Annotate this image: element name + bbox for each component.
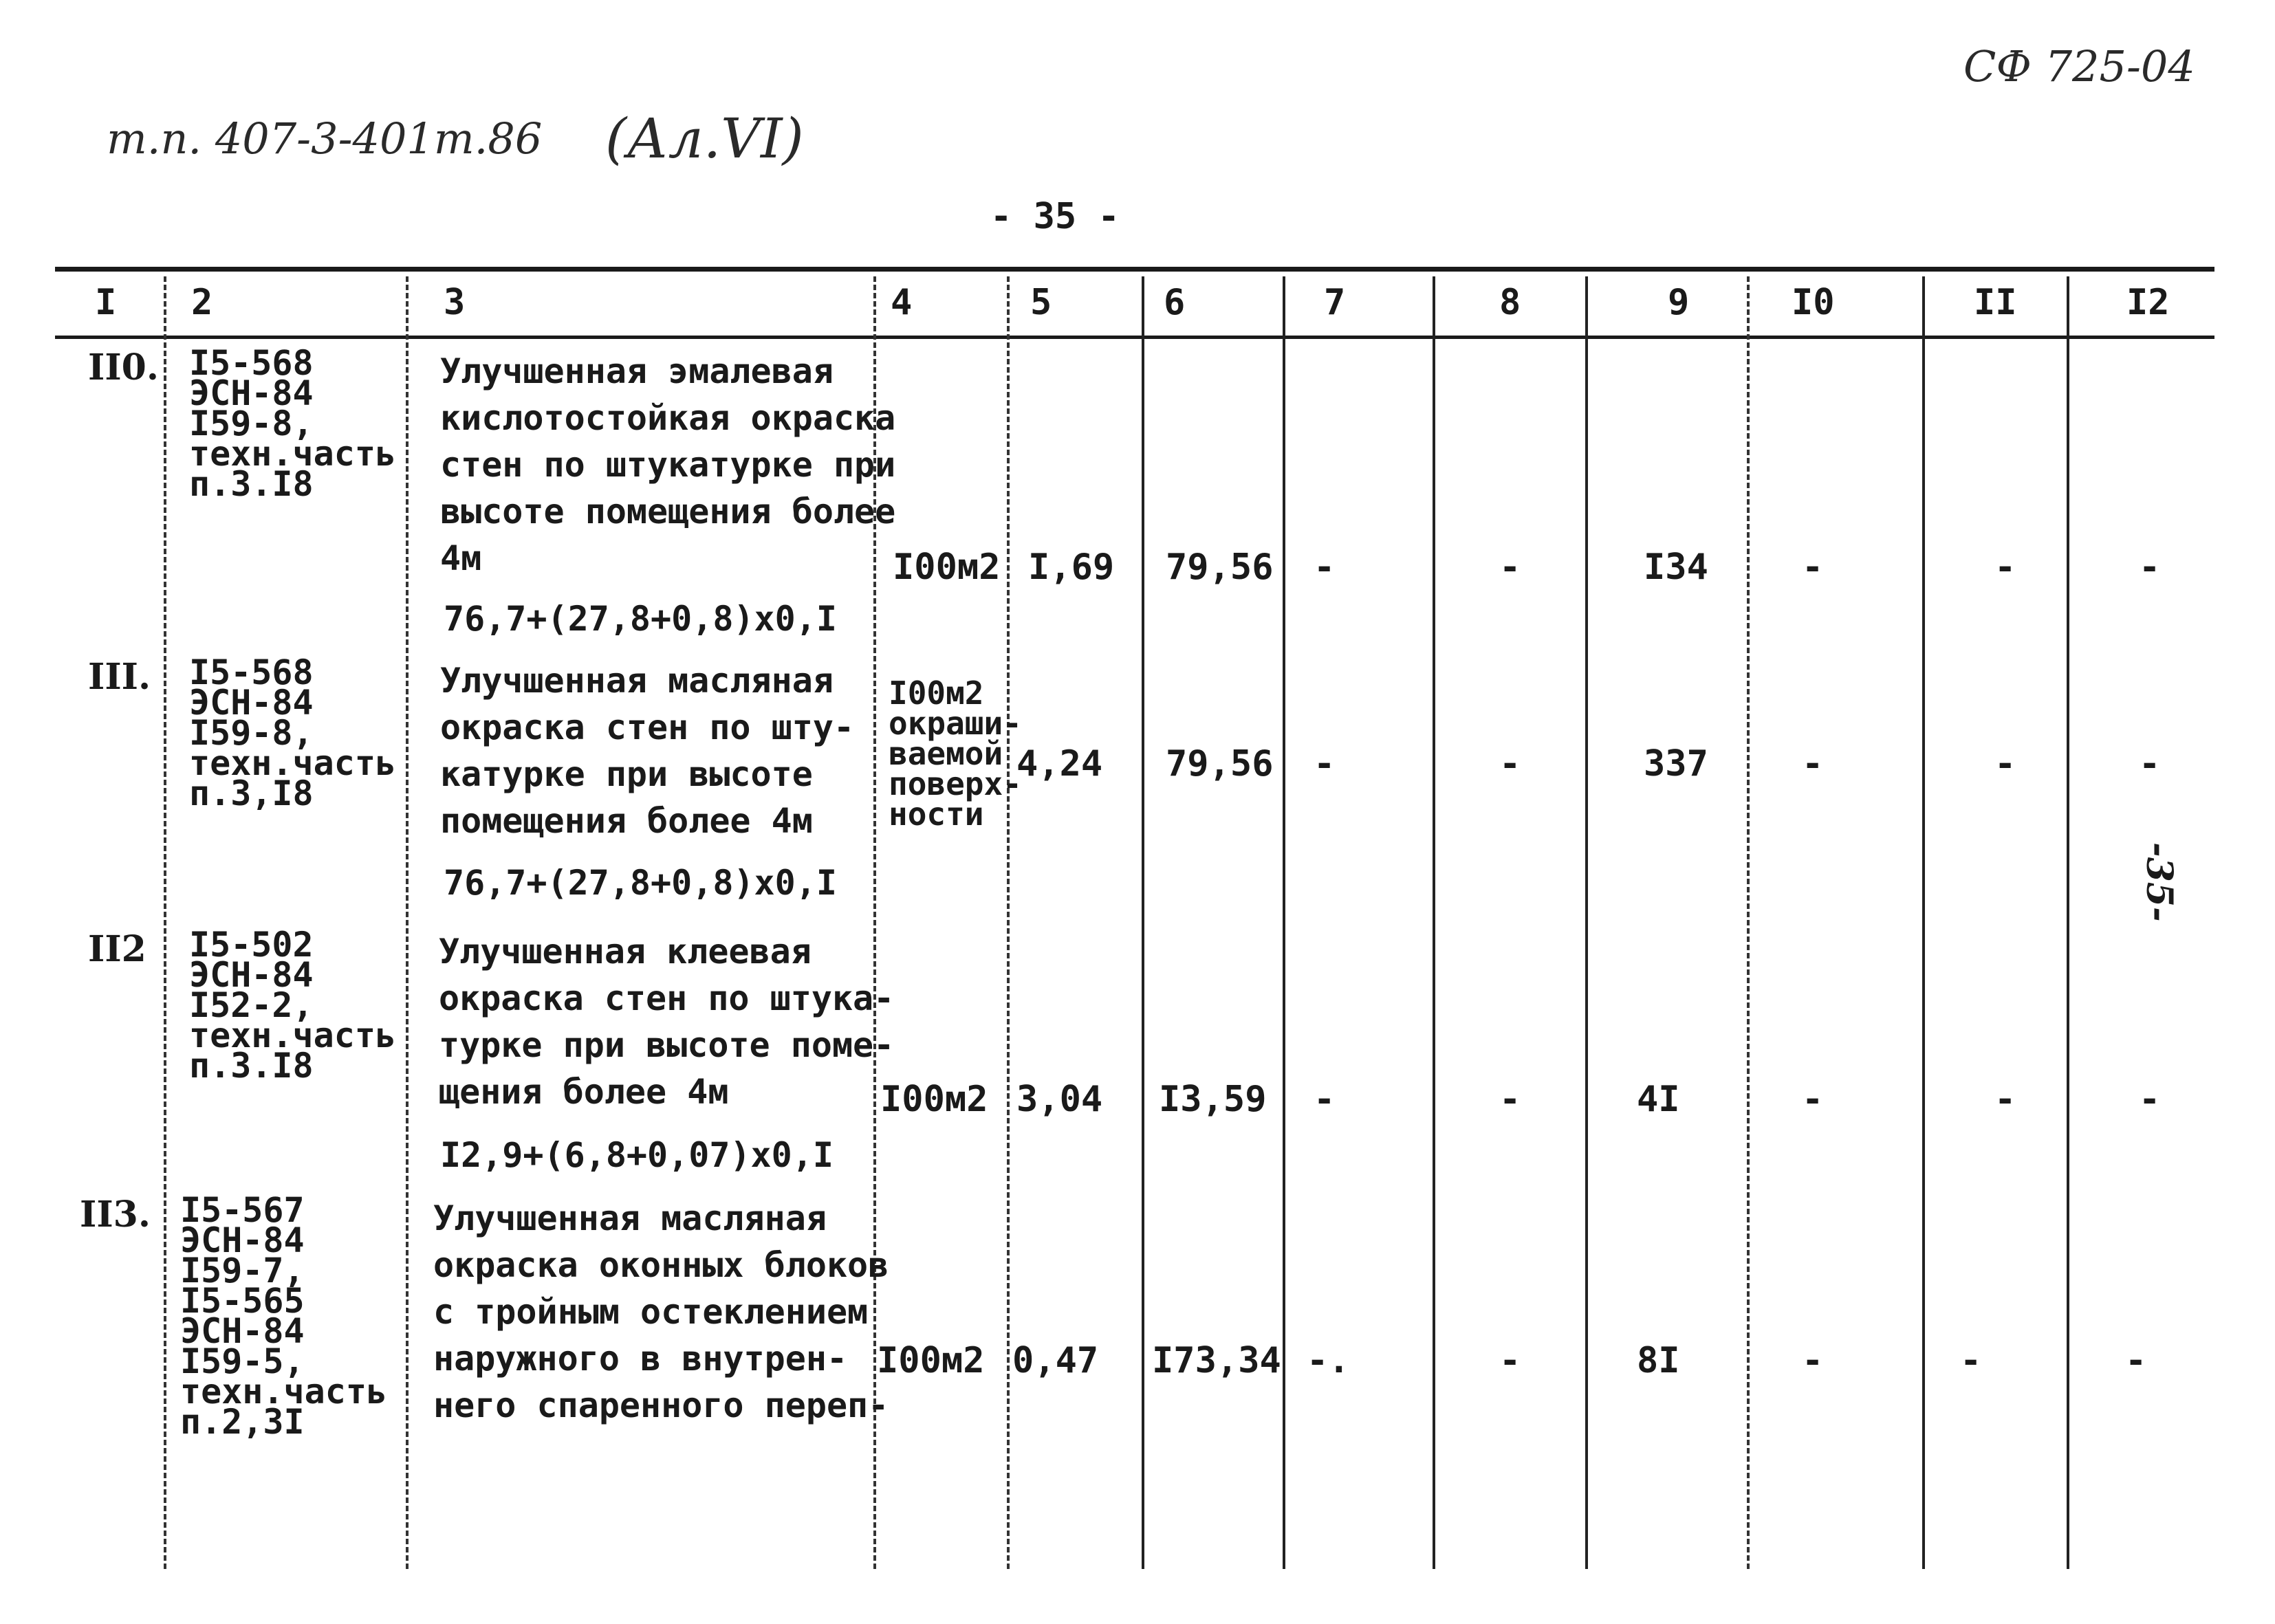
estimate-table xyxy=(55,267,2221,1573)
project-reference-handwritten: т.п. 407-3-401т.86 xyxy=(107,113,543,164)
column-number-9: 9 xyxy=(1668,282,1690,323)
total-cost: 337 xyxy=(1644,743,1708,784)
col-10-value: - xyxy=(1802,743,1824,784)
column-divider xyxy=(1433,276,1435,1569)
column-number-10: I0 xyxy=(1792,282,1835,323)
col-11-value: - xyxy=(1960,1340,1982,1381)
table-top-rule xyxy=(55,267,2214,272)
unit-of-measure: I00м2 xyxy=(893,547,1001,588)
column-number-3: 3 xyxy=(444,282,466,323)
col-12-value: - xyxy=(2125,1340,2147,1381)
col-12-value: - xyxy=(2139,743,2161,784)
column-divider xyxy=(1007,276,1010,1569)
unit-cost: 79,56 xyxy=(1166,743,1274,784)
quantity-calculation: 76,7+(27,8+0,8)x0,I xyxy=(444,599,837,639)
work-description: Улучшенная эмалевая кислотостойкая окраска стен по штукатурке при высоте помещения более 4м xyxy=(440,351,896,578)
work-description: Улучшенная масляная окраска стен по шту- катурке при высоте помещения более 4м xyxy=(440,661,855,841)
quantity: 3,04 xyxy=(1016,1079,1103,1120)
column-number-12: I2 xyxy=(2126,282,2170,323)
column-divider xyxy=(406,276,409,1569)
total-cost: 8I xyxy=(1637,1340,1680,1381)
quantity: 0,47 xyxy=(1012,1340,1099,1381)
column-number-8: 8 xyxy=(1499,282,1521,323)
table-header-rule xyxy=(55,336,2214,339)
col-7-value: - xyxy=(1314,1079,1336,1120)
column-divider xyxy=(1142,276,1144,1569)
norm-reference: I5-568 ЭСН-84 I59-8, техн.часть п.3.I8 xyxy=(189,343,397,504)
row-number: II0. xyxy=(88,347,159,388)
col-11-value: - xyxy=(1994,1079,2016,1120)
unit-of-measure: I00м2 окраши- ваемой поверх- ности xyxy=(889,674,1022,833)
column-number-7: 7 xyxy=(1324,282,1346,323)
col-10-value: - xyxy=(1802,1340,1824,1381)
col-11-value: - xyxy=(1994,743,2016,784)
col-10-value: - xyxy=(1802,1079,1824,1120)
row-number: II2 xyxy=(88,928,146,970)
quantity-calculation: I2,9+(6,8+0,07)x0,I xyxy=(440,1135,834,1175)
unit-of-measure: I00м2 xyxy=(880,1079,988,1120)
page-number: - 35 - xyxy=(990,196,1120,237)
col-8-value: - xyxy=(1499,547,1521,588)
col-8-value: - xyxy=(1499,1079,1521,1120)
work-description: Улучшенная клеевая окраска стен по штука- турке при высоте поме- щения более 4м xyxy=(439,932,895,1112)
column-divider xyxy=(1922,276,1925,1569)
document-code-handwritten: СФ 725-04 xyxy=(1963,41,2195,91)
column-divider xyxy=(1283,276,1285,1569)
unit-of-measure: I00м2 xyxy=(877,1340,985,1381)
col-7-value: -. xyxy=(1307,1340,1350,1381)
column-number-4: 4 xyxy=(891,282,913,323)
row-number: III. xyxy=(88,656,151,698)
column-divider xyxy=(164,276,166,1569)
norm-reference: I5-567 ЭСН-84 I59-7, I5-565 ЭСН-84 I59-5, техн.часть п.2,3I xyxy=(180,1190,388,1442)
col-11-value: - xyxy=(1994,547,2016,588)
column-number-6: 6 xyxy=(1164,282,1186,323)
norm-reference: I5-502 ЭСН-84 I52-2, техн.часть п.3.I8 xyxy=(189,925,397,1086)
norm-reference: I5-568 ЭСН-84 I59-8, техн.часть п.3,I8 xyxy=(189,652,397,813)
col-10-value: - xyxy=(1802,547,1824,588)
unit-cost: I73,34 xyxy=(1152,1340,1281,1381)
column-number-1: I xyxy=(95,282,117,323)
row-number: II3. xyxy=(80,1194,151,1236)
col-12-value: - xyxy=(2139,547,2161,588)
quantity-calculation: 76,7+(27,8+0,8)x0,I xyxy=(444,863,837,903)
work-description: Улучшенная масляная окраска оконных блоков с тройным остеклением наружного в внутрен- него спаренного переп- xyxy=(433,1198,889,1425)
col-8-value: - xyxy=(1499,1340,1521,1381)
column-number-11: II xyxy=(1974,282,2017,323)
total-cost: I34 xyxy=(1644,547,1708,588)
side-page-number: -35- xyxy=(2138,842,2180,922)
column-number-2: 2 xyxy=(191,282,213,323)
unit-cost: 79,56 xyxy=(1166,547,1274,588)
quantity: 4,24 xyxy=(1016,743,1103,784)
unit-cost: I3,59 xyxy=(1159,1079,1267,1120)
quantity: I,69 xyxy=(1028,547,1115,588)
col-7-value: - xyxy=(1314,743,1336,784)
col-7-value: - xyxy=(1314,547,1336,588)
total-cost: 4I xyxy=(1637,1079,1680,1120)
col-8-value: - xyxy=(1499,743,1521,784)
column-divider xyxy=(1747,276,1750,1569)
album-number-handwritten: (Ал.VI) xyxy=(605,107,804,171)
column-divider xyxy=(1585,276,1588,1569)
column-number-5: 5 xyxy=(1030,282,1052,323)
column-divider xyxy=(2067,276,2069,1569)
col-12-value: - xyxy=(2139,1079,2161,1120)
